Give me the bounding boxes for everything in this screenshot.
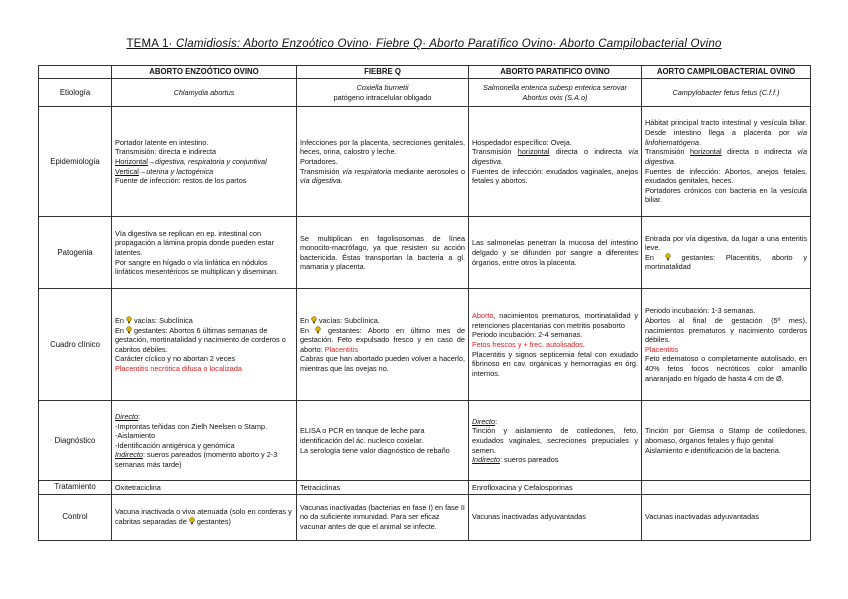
text-line: Vacuna inactivada o viva atenuada (solo en corderas y cabritas separadas de bbox=[115, 507, 292, 527]
text-line: . bbox=[340, 176, 343, 186]
cell-tratamiento-aco bbox=[642, 481, 811, 494]
text-line: gestantes) bbox=[194, 517, 231, 527]
text-line: : sueros pareados bbox=[500, 455, 559, 465]
row-label: Epidemiología bbox=[39, 107, 112, 217]
cell-control-apo: Vacunas inactivadas adyuvantadas bbox=[469, 494, 642, 540]
title-text: Clamidiosis: Aborto Enzoótico Ovino· Fiebre Q· Aborto Paratífico Ovino· Aborto Campilobacterial Ovino bbox=[175, 38, 722, 50]
row-control bbox=[39, 494, 811, 540]
text-line: Fuente de infección: restos de los partos bbox=[115, 176, 247, 186]
subheading: Indirecto bbox=[115, 450, 143, 460]
text-highlight: Fetos frescos y + frec. autolisados. bbox=[472, 339, 585, 349]
text-line: . bbox=[673, 156, 676, 166]
row-label: Cuadro clínico bbox=[39, 289, 112, 401]
cell-patogenia-aeo bbox=[112, 217, 297, 289]
cell-diagnostico-aeo bbox=[112, 401, 297, 481]
text-italic: →digestiva, respiratoria y conjuntival bbox=[147, 156, 267, 166]
text-underlined: horizontal bbox=[690, 147, 722, 157]
text-line: : bbox=[495, 416, 498, 426]
row-label: Patogenia bbox=[39, 217, 112, 289]
text-highlight: Aborto bbox=[472, 311, 494, 321]
cell-control-aco: Vacunas inactivadas adyuvantadas bbox=[642, 494, 811, 540]
subheading: Directo bbox=[472, 416, 496, 426]
cell-epidemiologia-fq bbox=[297, 107, 469, 217]
pathogen-name: Coxiella burnetii bbox=[356, 83, 409, 93]
text-line: : bbox=[138, 411, 141, 421]
row-patogenia bbox=[39, 217, 811, 289]
text-line: Cabras que han abortado pueden volver a hacerlo, mientras que las ovejas no. bbox=[300, 354, 465, 374]
text-line: En bbox=[300, 315, 311, 325]
text-line: directa o indirecta bbox=[721, 147, 798, 157]
cell-cuadro-fq bbox=[297, 289, 469, 401]
cell-patogenia-apo: Las salmonelas penetran la mucosa del intestino delgado y se difunden por sangre a diferentes órganos, entre otros la placenta. bbox=[469, 217, 642, 289]
header-fq: FIEBRE Q bbox=[297, 66, 469, 79]
text-line: Periodo incubación: 1-3 semanas. bbox=[645, 306, 756, 316]
text-line: Hábitat principal tracto intestinal y vesícula biliar. Desde intestino llega a placenta por bbox=[645, 118, 807, 138]
cell-epidemiologia-aeo bbox=[112, 107, 297, 217]
cell-control-aeo bbox=[112, 494, 297, 540]
cell-cuadro-aco bbox=[642, 289, 811, 401]
subheading: Indirecto bbox=[472, 455, 500, 465]
text-line: Placentitis y signos septicemia fetal con exudado fibrinoso en cav. orgánicas y hemorragias en órg. internos. bbox=[472, 349, 638, 378]
row-diagnostico bbox=[39, 401, 811, 481]
subheading: Directo bbox=[115, 411, 139, 421]
text-line: : sueros pareados (momento aborto y 2-3 semanas más tarde) bbox=[115, 450, 278, 470]
cell-patogenia-fq: Se multiplican en fagolisosomas de línea monocito-macrófago, ya que resisten su acción bactericida. Éstas transportan la bacteria a gl. mamaria y placenta. bbox=[297, 217, 469, 289]
text-line: En bbox=[115, 325, 126, 335]
text-italic: →uterina y lactogénica bbox=[138, 166, 214, 176]
text-line: . bbox=[500, 156, 503, 166]
title-prefix: TEMA 1· bbox=[126, 38, 176, 50]
row-label: Etiología bbox=[39, 79, 112, 107]
text-highlight: Placentitis bbox=[645, 344, 679, 354]
text-line: Entrada por vía digestiva, da lugar a una enteritis leve. bbox=[645, 233, 807, 253]
text-line: -Improntas teñidas con Zielh Neelsen o Stamp. bbox=[115, 421, 268, 431]
text-line: En bbox=[645, 252, 665, 262]
row-etiologia bbox=[39, 79, 811, 107]
text-underlined: horizontal bbox=[517, 147, 550, 157]
text-line: gestantes: Abortos 6 últimas semanas de gestación, mortinatalidad y nacimiento de corderos o cabritos débiles. bbox=[115, 325, 286, 354]
text-line: La serología tiene valor diagnóstico de rebaño bbox=[300, 445, 450, 455]
text-line: Transmisión bbox=[472, 147, 518, 157]
text-italic: vía digestiva bbox=[472, 147, 638, 166]
cell-diagnostico-apo bbox=[469, 401, 642, 481]
cell-diagnostico-aco bbox=[642, 401, 811, 481]
cell-cuadro-apo bbox=[469, 289, 642, 401]
text-line: Fuentes de infección: exudados vaginales, anejos fetales y abortos. bbox=[472, 166, 638, 186]
text-line: -Identificación antigénica y genómica bbox=[115, 440, 235, 450]
text-line: En bbox=[115, 315, 126, 325]
pathogen-note: patógeno intracelular obligado bbox=[333, 92, 432, 102]
text-line: gestantes: Aborto en último mes de gestación. Feto expulsado fresco y en caso de aborto: bbox=[300, 325, 466, 354]
text-line: Hospedador específico: Oveja. bbox=[472, 137, 572, 147]
text-line: Feto edematoso o completamente autolisado, en 40% fetos focos necróticos color amarillo anaranjado en hígado de hasta 4 cm de Ø. bbox=[645, 354, 807, 383]
text-line: gestantes: Placentitis, aborto y mortinatalidad bbox=[645, 252, 808, 272]
text-line: Por sangre en hígado o vía linfática en nódulos linfáticos mesentéricos se multiplican y diseminan. bbox=[115, 257, 279, 277]
text-line: Tinción y aislamiento de cotiledones, feto, exudados vaginales, secreciones prepuciales y semen. bbox=[472, 426, 638, 455]
text-line: ELISA o PCR en tanque de leche para identificación del ác. nucleico coxielar. bbox=[300, 426, 425, 445]
text-line: Tinción por Giemsa o Stamp de cotiledones, abomaso, órganos fetales y flujo genital bbox=[645, 426, 807, 445]
cell-etiologia-aeo: Chlamydia abortus bbox=[112, 79, 297, 107]
row-label: Tratamiento bbox=[39, 481, 112, 494]
header-row bbox=[39, 66, 811, 79]
text-line: Aislamiento e identificación de la bacteria. bbox=[645, 445, 781, 455]
cell-etiologia-aco: Campylobacter fetus fetus (C.f.f.) bbox=[642, 79, 811, 107]
cell-etiologia-apo: Salmonella enterica subesp enterica serovar Abortus ovis (S.A.o) bbox=[469, 79, 642, 107]
text-italic: vía respiratoria bbox=[342, 166, 392, 176]
text-underlined: Vertical bbox=[115, 166, 139, 176]
text-line: Portadores. bbox=[300, 156, 338, 166]
text-line: Transmisión bbox=[300, 166, 343, 176]
header-aeo: ABORTO ENZOÓTICO OVINO bbox=[112, 66, 297, 79]
header-aco: AORTO CAMPILOBACTERIAL OVINO bbox=[642, 66, 811, 79]
row-tratamiento bbox=[39, 481, 811, 494]
cell-epidemiologia-aco bbox=[642, 107, 811, 217]
text-line: Periodo incubación: 2-4 semanas. bbox=[472, 330, 583, 340]
text-line: Infecciones por la placenta, secreciones genitales, heces, orina, calostro y leche. bbox=[300, 137, 465, 157]
text-line: , nacimientos prematuros, mortinatalidad y retenciones placentarias con metritis posaborto bbox=[472, 311, 638, 330]
row-label: Diagnóstico bbox=[39, 401, 112, 481]
text-line: Portadores crónicos con bacteria en la vesícula biliar. bbox=[645, 185, 807, 205]
text-highlight: Placentitis necrótica difusa o localizada bbox=[115, 364, 242, 374]
text-line: Carácter cíclico y no abortan 2 veces bbox=[115, 354, 236, 364]
header-empty bbox=[39, 66, 112, 79]
text-line: Abortos al final de gestación (5º mes), nacimientos prematuros y nacimiento corderos débiles. bbox=[645, 315, 807, 345]
text-highlight: Placentitis bbox=[324, 344, 359, 354]
row-label: Control bbox=[39, 494, 112, 540]
text-line: mediante aerosoles o bbox=[391, 166, 465, 176]
text-line: Transmisión: directa e indirecta bbox=[115, 147, 217, 157]
document-title bbox=[0, 38, 848, 50]
text-line: directa o indirecta bbox=[549, 147, 629, 157]
text-italic: vía linfohematógena bbox=[645, 128, 807, 147]
text-line: vacías: Subclínica. bbox=[316, 315, 380, 325]
cell-cuadro-aeo bbox=[112, 289, 297, 401]
text-line: En bbox=[300, 325, 316, 335]
cell-tratamiento-fq: Tetraciclinas bbox=[297, 481, 469, 494]
comparison-table bbox=[38, 65, 811, 541]
text-line: vacías: Subclínica bbox=[131, 315, 193, 325]
cell-etiologia-fq bbox=[297, 79, 469, 107]
cell-tratamiento-aeo: Oxitetraciclina bbox=[112, 481, 297, 494]
text-underlined: Horizontal bbox=[115, 156, 148, 166]
row-cuadro bbox=[39, 289, 811, 401]
text-line: Fuentes de infección: Abortos, anejos fetales, exudados genitales, heces. bbox=[645, 166, 807, 186]
text-italic: vía digestiva bbox=[300, 176, 341, 186]
cell-diagnostico-fq bbox=[297, 401, 469, 481]
text-italic: vía digestiva bbox=[645, 147, 807, 166]
cell-control-fq: Vacunas inactivadas (bacterias en fase I) en fase II no da suficiente inmunidad. Para ser eficaz vacunar antes de que el animal se infecte. bbox=[297, 494, 469, 540]
text-line: -Aislamiento bbox=[115, 431, 156, 441]
cell-tratamiento-apo: Enrofloxacina y Cefalosporinas bbox=[469, 481, 642, 494]
text-line: . bbox=[698, 137, 701, 147]
cell-patogenia-aco bbox=[642, 217, 811, 289]
text-line: Portador latente en intestino. bbox=[115, 137, 209, 147]
header-apo: ABORTO PARATIFICO OVINO bbox=[469, 66, 642, 79]
cell-epidemiologia-apo bbox=[469, 107, 642, 217]
text-line: Vía digestiva se replican en ep. intestinal con propagación a lámina propia donde pueden estar latentes. bbox=[115, 228, 275, 257]
row-epidemiologia bbox=[39, 107, 811, 217]
text-line: Transmisión bbox=[645, 147, 690, 157]
